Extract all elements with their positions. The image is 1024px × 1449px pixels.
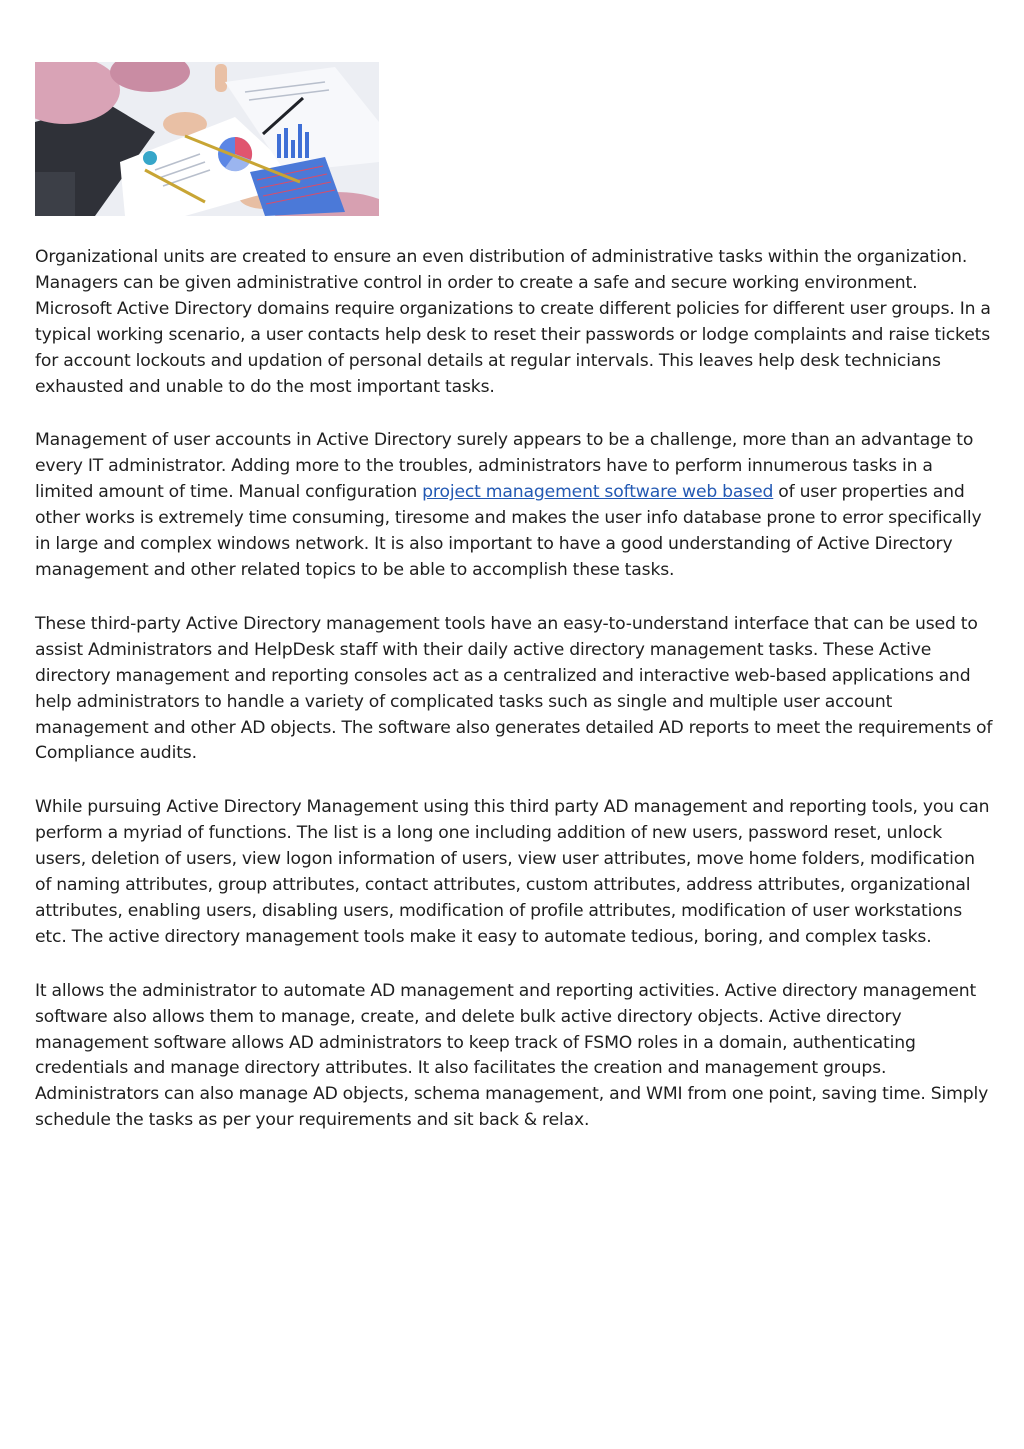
paragraph-3	[35, 612, 995, 767]
paragraph-text: These third-party Active Directory management tools have an easy-to-understand interface that can be used to assist Administrators and HelpDesk staff with their daily active directory management tasks. These Active directory management and reporting consoles act as a centralized and interactive web-based applications and help administrators to handle a variety of complicated tasks such as single and multiple user account management and other AD objects. The software also generates detailed AD reports to meet the requirements of Compliance audits.	[35, 613, 993, 764]
paragraph-1	[35, 245, 995, 400]
business-meeting-photo	[35, 62, 379, 216]
paragraph-text: While pursuing Active Directory Management using this third party AD management and reporting tools, you can perform a myriad of functions. The list is a long one including addition of new users, password reset, unlock users, deletion of users, view logon information of users, view user attributes, move home folders, modification of naming attributes, group attributes, contact attributes, custom attributes, address attributes, organizational attributes, enabling users, disabling users, modification of profile attributes, modification of user workstations etc. The active directory management tools make it easy to automate tedious, boring, and complex tasks.	[35, 797, 990, 947]
paragraph-text-after-link: of user properties and other works is extremely time consuming, tiresome and makes the user info database prone to error specifically in large and complex windows network. It is also important to have a good understanding of Active Directory management and other related topics to be able to accomplish these tasks.	[35, 482, 982, 580]
paragraph-2	[35, 428, 995, 583]
paragraph-text: It allows the administrator to automate AD management and reporting activities. Active directory management software also allows them to manage, create, and delete bulk active directory objects. Active directory management software allows AD administrators to keep track of FSMO roles in a domain, authenticating credentials and manage directory attributes. It also facilitates the creation and management groups. Administrators can also manage AD objects, schema management, and WMI from one point, saving time. Simply schedule the tasks as per your requirements and sit back & relax.	[35, 980, 989, 1131]
paragraph-text-before-link: Management of user accounts in Active Directory surely appears to be a challenge, more than an advantage to every IT administrator. Adding more to the troubles, administrators have to perform innumerous tasks in a limited amount of time. Manual configuration	[35, 430, 974, 503]
paragraph-text: Organizational units are created to ensure an even distribution of administrative tasks within the organization. Managers can be given administrative control in order to create a safe and secure working environment. Microsoft Active Directory domains require organizations to create different policies for different user groups. In a typical working scenario, a user contacts help desk to reset their passwords or lodge complaints and raise tickets for account lockouts and updation of personal details at regular intervals. This leaves help desk technicians exhausted and unable to do the most important tasks.	[35, 247, 991, 397]
article-body	[35, 245, 995, 1134]
paragraph-5	[35, 979, 995, 1134]
project-management-software-link[interactable]: project management software web based	[422, 482, 774, 503]
document-page	[35, 62, 995, 1162]
paragraph-4	[35, 795, 995, 950]
